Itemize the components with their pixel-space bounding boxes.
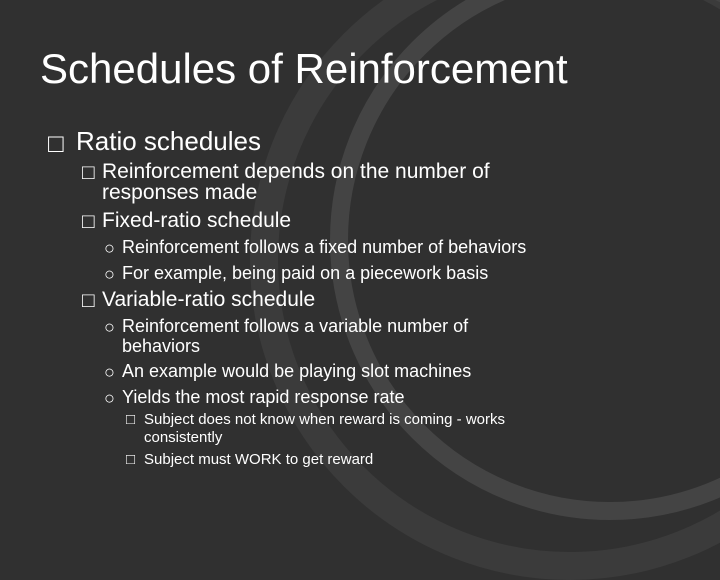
square-bullet-icon: □ (82, 289, 95, 312)
bullet-text-continuation: behaviors (122, 336, 201, 356)
bullet-text: Subject does not know when reward is coming - works (144, 411, 505, 428)
square-bullet-icon: □ (82, 161, 95, 184)
bullet-text: An example would be playing slot machines (122, 361, 472, 381)
slide-title: Schedules of Reinforcement (40, 45, 568, 92)
bullet-text: Reinforcement follows a variable number of (122, 316, 469, 336)
circle-bullet-icon: ○ (104, 317, 115, 337)
square-bullet-icon: □ (48, 128, 64, 158)
circle-bullet-icon: ○ (104, 388, 115, 408)
bullet-text: Variable-ratio schedule (102, 288, 316, 311)
bullet-level1-text: Ratio schedules (76, 126, 261, 156)
square-bullet-icon: □ (82, 210, 95, 233)
bullet-text: Subject must WORK to get reward (144, 451, 374, 468)
circle-bullet-icon: ○ (104, 362, 115, 382)
bullet-text-continuation: responses made (102, 181, 258, 204)
circle-bullet-icon: ○ (104, 264, 115, 284)
bullet-text: Fixed-ratio schedule (102, 209, 292, 232)
bullet-text-continuation: consistently (144, 429, 223, 446)
circle-bullet-icon: ○ (104, 238, 115, 258)
bullet-text: Reinforcement follows a fixed number of behaviors (122, 237, 527, 257)
square-bullet-icon: □ (126, 411, 136, 428)
bullet-text: Yields the most rapid response rate (122, 387, 405, 407)
bullet-text: For example, being paid on a piecework basis (122, 263, 489, 283)
square-bullet-icon: □ (126, 451, 136, 468)
bullet-text: Reinforcement depends on the number of (102, 160, 490, 183)
